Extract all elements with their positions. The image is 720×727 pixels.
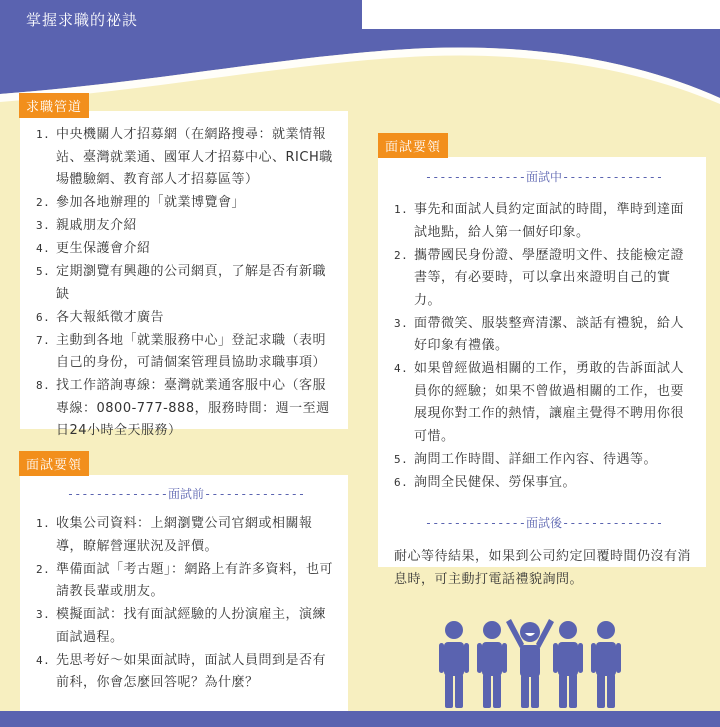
list-item-number: 5. (394, 452, 409, 466)
interview-during-list (394, 199, 694, 494)
list-item (36, 215, 336, 238)
list-item-number: 1. (36, 128, 51, 141)
list-item-number: 5. (36, 265, 51, 278)
list-item (36, 375, 336, 443)
page-title: 掌握求職的祕訣 (26, 11, 139, 29)
list-item (394, 472, 694, 495)
interview-before-tag: 面試要領 (19, 451, 89, 476)
list-item (394, 245, 694, 313)
interview-before-divider: --------------面試前-------------- (66, 487, 306, 501)
list-item-text: 收集公司資料：上網瀏覽公司官網或相關報導，瞭解營運狀況及評價。 (56, 516, 313, 554)
list-item-number: 2. (394, 248, 409, 262)
list-item-text: 面帶微笑、服裝整齊清潔、談話有禮貌，給人好印象有禮儀。 (414, 315, 685, 353)
list-item (36, 261, 336, 306)
list-item-text: 如果曾經做過相關的工作，勇敢的告訴面試人員你的經驗；如果不曾做過相關的工作，也要展現你對工作的熱情，讓雇主覺得不聘用你很可惜。 (414, 361, 685, 444)
list-item-text: 參加各地辦理的「就業博覽會」 (56, 195, 246, 210)
list-item-text: 準備面試「考古題」：網路上有許多資料，也可請教長輩或朋友。 (56, 561, 334, 599)
list-item-number: 1. (36, 517, 51, 530)
list-item (36, 513, 336, 558)
list-item-number: 6. (36, 310, 51, 324)
list-item (36, 124, 336, 192)
list-item (36, 604, 336, 649)
list-item (36, 330, 336, 375)
list-item (36, 192, 336, 215)
list-item (36, 238, 336, 261)
interview-during-card (378, 157, 706, 587)
list-item-text: 親戚朋友介紹 (56, 218, 138, 233)
list-item (394, 449, 694, 472)
list-item-text: 定期瀏覽有興趣的公司網頁，了解是否有新職缺 (56, 264, 327, 302)
job-channels-tag: 求職管道 (19, 93, 89, 118)
footer-bar (0, 711, 720, 727)
list-item-number: 7. (36, 333, 51, 347)
list-item-text: 先思考好～如果面試時，面試人員問到是否有前科，你會怎麼回答呢？為什麼？ (56, 652, 327, 690)
interview-during-tag: 面試要領 (378, 133, 448, 158)
list-item-number: 3. (36, 219, 51, 232)
interview-after-divider: --------------面試後-------------- (424, 516, 664, 530)
list-item-number: 8. (36, 379, 51, 392)
list-item-text: 詢問工作時間、詳細工作內容、待遇等。 (414, 451, 658, 467)
list-item-number: 1. (394, 203, 409, 216)
list-item-number: 6. (394, 475, 409, 489)
list-item-text: 更生保護會介紹 (56, 241, 151, 256)
interview-before-list (36, 513, 336, 695)
list-item-text: 主動到各地「就業服務中心」登記求職（表明自己的身份，可請個案管理員協助求職事項） (56, 332, 327, 370)
list-item (394, 199, 694, 244)
list-item-number: 2. (36, 562, 51, 576)
list-item-text: 詢問全民健保、勞保事宜。 (414, 474, 577, 490)
list-item-text: 攜帶國民身份證、學歷證明文件、技能檢定證書等，有必要時，可以拿出來證明自己的實力。 (414, 247, 685, 308)
list-item-number: 3. (394, 316, 409, 330)
list-item (394, 313, 694, 358)
list-item-number: 4. (36, 653, 51, 667)
list-item-text: 各大報紙徵才廣告 (56, 309, 165, 325)
list-item-text: 找工作諮詢專線：臺灣就業通客服中心（客服專線：0800-777-888，服務時間：週一至週日24小時全天服務） (56, 378, 330, 438)
interview-after-text: 耐心等待結果，如果到公司約定回覆時間仍沒有消息時，可主動打電話禮貌詢問。 (394, 549, 692, 587)
list-item (36, 307, 336, 330)
people-group-icon (436, 618, 622, 710)
list-item-text: 中央機關人才招募網（在網路搜尋：就業情報站、臺灣就業通、國軍人才招募中心、RICH職場體驗網、教育部人才招募區等） (56, 127, 333, 187)
job-channels-list (36, 124, 336, 443)
interview-during-divider: --------------面試中-------------- (424, 170, 664, 184)
list-item-number: 4. (394, 362, 409, 375)
list-item (36, 650, 336, 695)
list-item-text: 模擬面試：找有面試經驗的人扮演雇主，演練面試過程。 (56, 607, 327, 645)
list-item-text: 事先和面試人員約定面試的時間，準時到達面試地點，給人第一個好印象。 (414, 202, 685, 240)
list-item (394, 358, 694, 448)
list-item-number: 2. (36, 196, 51, 209)
job-channels-card (20, 111, 348, 438)
list-item-number: 3. (36, 608, 51, 621)
interview-before-card (20, 475, 348, 711)
list-item (36, 559, 336, 604)
list-item-number: 4. (36, 242, 51, 255)
